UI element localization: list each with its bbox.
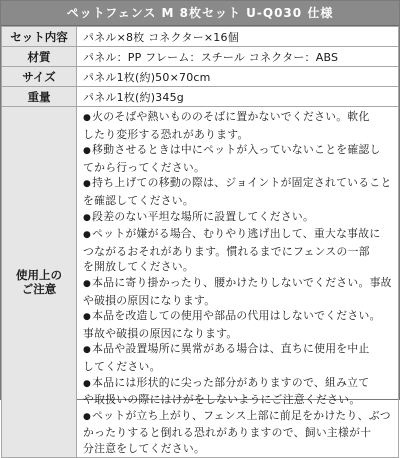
note-item: ●ペットが嫌がる場合、むりやり逃げ出して、重大な事故に つながるおそれがあります。慣れるまでにフェンスの一部 を開放してください。	[83, 227, 381, 274]
spec-label-material: 材質	[2, 47, 77, 67]
spec-label-set-contents: セット内容	[2, 27, 77, 47]
note-item: ●火のそばや熱いもののそばに置かないでください。軟化 したり変形する恐れがあります。	[83, 110, 370, 141]
spec-row-notes	[2, 107, 399, 458]
spec-row-material	[2, 47, 399, 67]
spec-label-weight: 重量	[2, 87, 77, 107]
note-item: ●本品を改造しての使用や部品の代用はしないでください。 事故や破損の原因になります。	[83, 309, 381, 340]
note-item: ●ペットが立ち上がり、フェンス上部に前足をかけたり、ぶつ かったりすると倒れる恐れがありますので、飼い主様が十 分注意をしてください。	[83, 408, 391, 455]
note-item: ●移動させるときは中にペットが入っていないことを確認し てから行ってください。	[83, 143, 381, 174]
note-item: ●本品や設置場所に異常がある場合は、直ちに使用を中止 してください。	[83, 342, 370, 373]
notes-label	[2, 107, 77, 458]
spec-row-set-contents	[2, 27, 399, 47]
note-item: ●本品には形状的に尖った部分がありますので、組み立て や取扱いの際にはけがをしないようにご注意ください。	[83, 375, 370, 407]
notes-list	[77, 107, 399, 458]
spec-value-size: パネル1枚(約)50×70cm	[77, 67, 399, 87]
bullet-icon: ●	[83, 312, 92, 323]
note-item: ●持ち上げての移動の際は、ジョイントが固定されていること を確認してください。	[83, 176, 392, 207]
spec-label-size: サイズ	[2, 67, 77, 87]
bullet-icon: ●	[83, 212, 92, 223]
bullet-icon: ●	[83, 411, 92, 422]
bullet-icon: ●	[83, 378, 92, 389]
spec-row-size	[2, 67, 399, 87]
spec-table	[1, 26, 399, 458]
bullet-icon: ●	[83, 230, 92, 241]
bullet-icon: ●	[83, 278, 92, 289]
spec-value-material: パネル：PP フレーム：スチール コネクター：ABS	[77, 47, 399, 67]
note-item: ●段差のない平坦な場所に設置してください。	[83, 209, 315, 223]
spec-value-weight: パネル1枚(約)345g	[77, 87, 399, 107]
spec-value-set-contents: パネル×8枚 コネクター×16個	[77, 27, 399, 47]
bullet-icon: ●	[83, 179, 92, 190]
bullet-icon: ●	[83, 345, 92, 356]
note-item: ●本品に寄り掛かったり、腰かけたりしないでください。事故 や破損の原因になります。	[83, 275, 392, 307]
notes-label-line1: 使用上の	[16, 268, 62, 283]
bullet-icon: ●	[83, 146, 92, 157]
bullet-icon: ●	[83, 113, 92, 123]
notes-label-line2: ご注意	[21, 282, 57, 297]
spec-title: ペットフェンス M 8枚セット U-Q030 仕様	[1, 1, 399, 26]
spec-row-weight	[2, 87, 399, 107]
